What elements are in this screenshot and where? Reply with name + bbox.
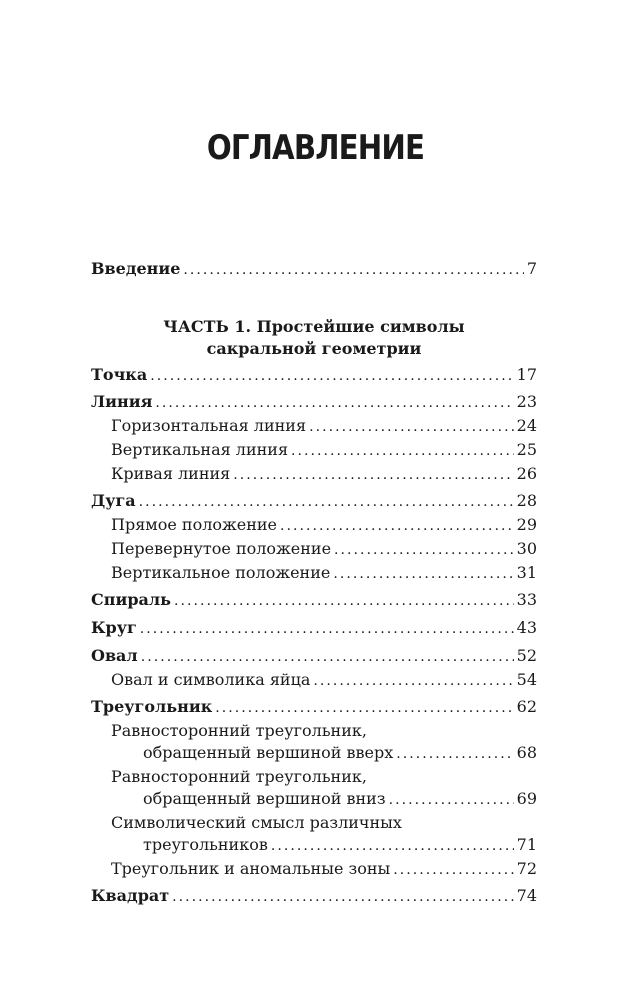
toc-entry-anom[interactable]: [111, 858, 537, 880]
dot-leader: [150, 365, 513, 387]
dot-leader: [141, 646, 514, 668]
page-number: 17: [516, 365, 537, 384]
entry-label: Прямое положение: [111, 515, 277, 534]
dot-leader: [215, 697, 513, 719]
dot-leader: [271, 835, 514, 857]
entry-label: Точка: [91, 365, 148, 384]
toc-entry-duga[interactable]: [91, 490, 537, 512]
dot-leader: [139, 491, 514, 513]
dot-leader: [291, 440, 514, 462]
toc-entry-vert[interactable]: [111, 439, 537, 461]
page-number: 52: [516, 646, 537, 665]
toc-entry-simv-line1[interactable]: Символический смысл различных: [111, 813, 402, 832]
page-number: 62: [516, 697, 537, 716]
page-number: 74: [516, 886, 537, 905]
entry-label: Треугольник и аномальные зоны: [111, 859, 391, 878]
entry-label: Кривая линия: [111, 464, 231, 483]
toc-entry-perev[interactable]: [111, 538, 537, 560]
dot-leader: [280, 515, 514, 537]
page-number: 54: [516, 670, 537, 689]
page-title: ОГЛАВЛЕНИЕ: [206, 128, 425, 168]
toc-entry-vertpol[interactable]: [111, 562, 537, 584]
toc-entry-ravn-up[interactable]: [143, 742, 537, 764]
part-1-heading-line1: ЧАСТЬ 1. Простейшие символы: [163, 317, 465, 336]
entry-label: Вертикальное положение: [111, 563, 331, 582]
toc-entry-ovalegg[interactable]: [111, 669, 537, 691]
entry-label: треугольников: [143, 835, 268, 854]
page-number: 31: [516, 563, 537, 582]
entry-label: Перевернутое положение: [111, 539, 332, 558]
dot-leader: [396, 743, 513, 765]
toc-entry-kriv[interactable]: [111, 463, 537, 485]
toc-entry-gor[interactable]: [111, 415, 537, 437]
dot-leader: [334, 539, 514, 561]
page-number: 7: [526, 259, 537, 278]
toc-entry-oval[interactable]: [91, 645, 537, 667]
dot-leader: [313, 670, 513, 692]
page-number: 69: [516, 789, 537, 808]
entry-label: Квадрат: [91, 886, 170, 905]
toc-entry-krug[interactable]: [91, 617, 537, 639]
page-number: 33: [516, 590, 537, 609]
toc-entry-tochka[interactable]: [91, 364, 537, 386]
dot-leader: [140, 618, 514, 640]
entry-label: Треугольник: [91, 697, 213, 716]
entry-label: Овал и символика яйца: [111, 670, 311, 689]
toc-entry-kvadrat[interactable]: [91, 885, 537, 907]
dot-leader: [393, 859, 513, 881]
entry-label: Вертикальная линия: [111, 440, 289, 459]
dot-leader: [155, 392, 513, 414]
dot-leader: [333, 563, 513, 585]
toc-entry-pryam[interactable]: [111, 514, 537, 536]
toc-entry-ravn-up-line1[interactable]: Равносторонний треугольник,: [111, 721, 367, 740]
dot-leader: [183, 259, 523, 281]
entry-label: Введение: [91, 259, 181, 278]
page-number: 23: [516, 392, 537, 411]
page-number: 68: [516, 743, 537, 762]
page-number: 72: [516, 859, 537, 878]
page-number: 25: [516, 440, 537, 459]
toc-entry-ravn-down[interactable]: [143, 788, 537, 810]
entry-label: Овал: [91, 646, 138, 665]
toc-entry-spiral[interactable]: [91, 589, 537, 611]
dot-leader: [233, 464, 513, 486]
entry-label: Спираль: [91, 590, 172, 609]
entry-label: обращенный вершиной вниз: [143, 789, 386, 808]
entry-label: Круг: [91, 618, 137, 637]
dot-leader: [174, 590, 514, 612]
part-1-heading: [91, 316, 537, 360]
dot-leader: [389, 789, 514, 811]
entry-label: обращенный вершиной вверх: [143, 743, 394, 762]
page-number: 71: [516, 835, 537, 854]
part-1-heading-line2: сакральной геометрии: [206, 339, 422, 358]
entry-label: Дуга: [91, 491, 136, 510]
dot-leader: [172, 886, 513, 908]
entry-label: Горизонтальная линия: [111, 416, 307, 435]
page-number: 26: [516, 464, 537, 483]
dot-leader: [309, 416, 514, 438]
toc-entry-ravn-down-line1[interactable]: Равносторонний треугольник,: [111, 767, 367, 786]
entry-label: Линия: [91, 392, 153, 411]
toc-entry-treug[interactable]: [91, 696, 537, 718]
page-number: 24: [516, 416, 537, 435]
page-number: 30: [516, 539, 537, 558]
page-number: 28: [516, 491, 537, 510]
toc-entry-liniya[interactable]: [91, 391, 537, 413]
page-number: 43: [516, 618, 537, 637]
toc-entry-intro[interactable]: [91, 258, 537, 280]
toc-entry-simv[interactable]: [143, 834, 537, 856]
page-number: 29: [516, 515, 537, 534]
